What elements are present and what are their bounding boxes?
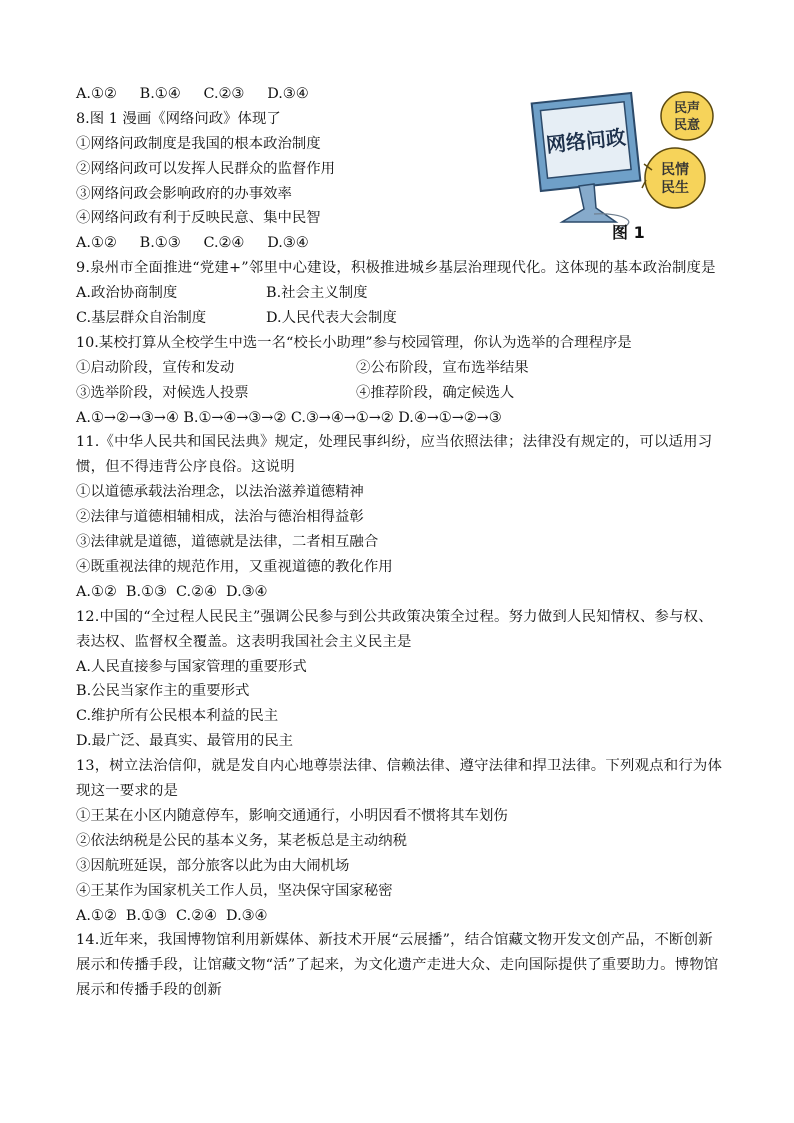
- q10-stem: 10.某校打算从全校学生中选一名“校长小助理”参与校园管理，你认为选举的合理程序是: [76, 334, 632, 351]
- q13-item-4: ④王某作为国家机关工作人员，坚决保守国家秘密: [76, 882, 393, 899]
- q8-stem: 8.图 1 漫画《网络问政》体现了: [76, 110, 281, 127]
- q12-option-a: A.人民直接参与国家管理的重要形式: [76, 658, 307, 675]
- q12-option-b: B.公民当家作主的重要形式: [76, 683, 250, 700]
- q13-item-2: ②依法纳税是公民的基本义务，某老板总是主动纳税: [76, 832, 407, 849]
- bubble-2-line-2: 民生: [661, 180, 689, 196]
- q10-item-3: ③选举阶段，对候选人投票: [76, 384, 249, 401]
- q10-item-2: ②公布阶段，宣布选举结果: [356, 359, 529, 376]
- q11-item-3: ③法律就是道德，道德就是法律，二者相互融合: [76, 534, 379, 551]
- q7-options: A.①② B.①④ C.②③ D.③④: [76, 86, 309, 102]
- q12-stem: 12.中国的“全过程人民民主”强调公民参与到公共政策决策全过程。努力做到人民知情权、参与权、表达权、监督权全覆盖。这表明我国社会主义民主是: [76, 608, 713, 650]
- q8-item-4: ④网络问政有利于反映民意、集中民智: [76, 210, 321, 227]
- q11-item-4: ④既重视法律的规范作用，又重视道德的教化作用: [76, 558, 393, 575]
- q12-option-d: D.最广泛、最真实、最管用的民主: [76, 733, 294, 750]
- q9-option-d: D.人民代表大会制度: [266, 310, 397, 327]
- q11-item-1: ①以道德承载法治理念，以法治滋养道德精神: [76, 484, 364, 501]
- q11-item-2: ②法律与道德相辅相成，法治与德治相得益彰: [76, 509, 364, 526]
- q9-option-a: A.政治协商制度: [76, 285, 178, 302]
- q9-options-row-2: [76, 306, 726, 331]
- bubble-1-line-2: 民意: [673, 118, 701, 133]
- q10-items-row-2: [76, 381, 726, 406]
- q8-options: A.①② B.①③ C.②④ D.③④: [76, 235, 309, 252]
- q9-stem: 9.泉州市全面推进“党建+”邻里中心建设，积极推进城乡基层治理现代化。这体现的基本政治制度是: [76, 260, 716, 277]
- q9-options-row-1: [76, 281, 726, 306]
- monitor-text: 网络问政: [544, 124, 627, 158]
- q13-stem: 13，树立法治信仰，就是发自内心地尊崇法律、信赖法律、遵守法律和捍卫法律。下列观点和行为体现这一要求的是: [76, 758, 723, 800]
- q9-option-b: B.社会主义制度: [266, 285, 368, 302]
- q9-option-c: C.基层群众自治制度: [76, 310, 207, 327]
- q10-item-4: ④推荐阶段，确定候选人: [356, 384, 515, 401]
- q10-item-1: ①启动阶段，宣传和发动: [76, 359, 235, 376]
- q13-item-3: ③因航班延误，部分旅客以此为由大闹机场: [76, 857, 350, 874]
- q8-item-2: ②网络问政可以发挥人民群众的监督作用: [76, 160, 336, 177]
- q14-stem: 14.近年来，我国博物馆利用新媒体、新技术开展“云展播”，结合馆藏文物开发文创产品，不断创新展示和传播手段，让馆藏文物“活”了起来，为文化遗产走进大众、走向国际提供了重要助力。博物馆展示和传播手段的创新: [76, 932, 719, 999]
- q13-options: A.①② B.①③ C.②④ D.③④: [76, 907, 268, 924]
- bubble-1-line-1: 民声: [673, 101, 701, 116]
- q12-option-c: C.维护所有公民根本利益的民主: [76, 708, 279, 725]
- q11-stem: 11.《中华人民共和国民法典》规定，处理民事纠纷，应当依照法律；法律没有规定的，可以适用习惯，但不得违背公序良俗。这说明: [76, 434, 713, 476]
- bubble-2-line-1: 民情: [661, 162, 689, 178]
- q8-item-3: ③网络问政会影响政府的办事效率: [76, 185, 292, 202]
- figure-caption: 图 1: [612, 223, 645, 242]
- q8-item-1: ①网络问政制度是我国的根本政治制度: [76, 135, 321, 152]
- q13-item-1: ①王某在小区内随意停车，影响交通通行，小明因看不惯将其车划伤: [76, 807, 508, 824]
- q11-options: A.①② B.①③ C.②④ D.③④: [76, 583, 268, 600]
- q10-items-row-1: [76, 356, 726, 381]
- q10-options: A.①→②→③→④ B.①→④→③→② C.③→④→①→② D.④→①→②→③: [76, 409, 502, 426]
